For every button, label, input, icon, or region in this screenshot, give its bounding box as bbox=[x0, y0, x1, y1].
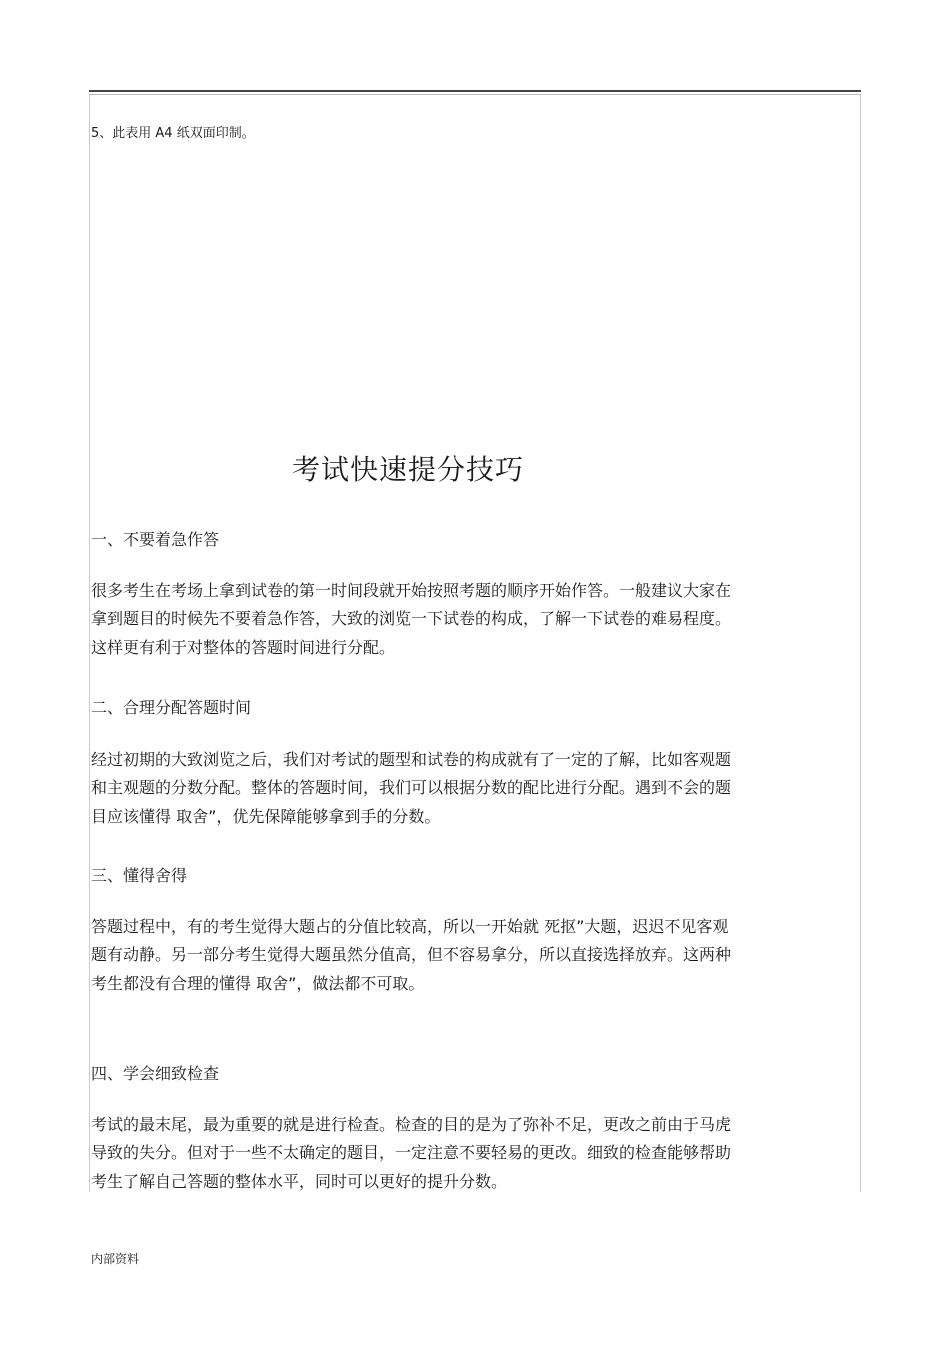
section-3-line-1: 答题过程中，有的考生觉得大题占的分值比较高，所以一开始就 死抠”大题，迟迟不见客观 bbox=[91, 917, 729, 936]
section-heading-1: 一、不要着急作答 bbox=[91, 530, 220, 549]
print-note: 5、此表用 A4 纸双面印制。 bbox=[91, 126, 255, 141]
section-2-line-2: 和主观题的分数分配。整体的答题时间，我们可以根据分数的配比进行分配。遇到不会的题 bbox=[91, 778, 732, 797]
section-heading-4: 四、学会细致检查 bbox=[91, 1064, 220, 1083]
section-heading-2: 二、合理分配答题时间 bbox=[91, 698, 252, 717]
section-3-line-2: 题有动静。另一部分考生觉得大题虽然分值高，但不容易拿分，所以直接选择放弃。这两种 bbox=[91, 945, 732, 964]
section-2-line-1: 经过初期的大致浏览之后，我们对考试的题型和试卷的构成就有了一定的了解，比如客观题 bbox=[91, 750, 732, 769]
header-rule-thin bbox=[89, 94, 861, 95]
section-4-line-1: 考试的最末尾，最为重要的就是进行检查。检查的目的是为了弥补不足，更改之前由于马虎 bbox=[91, 1115, 732, 1134]
header-rule bbox=[89, 90, 861, 92]
section-1-line-2: 拿到题目的时候先不要着急作答，大致的浏览一下试卷的构成，了解一下试卷的难易程度。 bbox=[91, 609, 732, 628]
page-title: 考试快速提分技巧 bbox=[292, 453, 525, 486]
section-4-line-3: 考生了解自己答题的整体水平，同时可以更好的提升分数。 bbox=[91, 1172, 508, 1191]
section-3-line-3: 考生都没有合理的懂得 取舍”，做法都不可取。 bbox=[91, 974, 425, 993]
section-1-line-3: 这样更有利于对整体的答题时间进行分配。 bbox=[91, 638, 396, 657]
frame-right-border bbox=[860, 95, 861, 1192]
section-1-line-1: 很多考生在考场上拿到试卷的第一时间段就开始按照考题的顺序开始作答。一般建议大家在 bbox=[91, 581, 732, 600]
frame-left-border bbox=[89, 95, 90, 1192]
section-2-line-3: 目应该懂得 取舍”，优先保障能够拿到手的分数。 bbox=[91, 807, 441, 826]
section-heading-3: 三、懂得舍得 bbox=[91, 866, 188, 885]
page-footer: 内部资料 bbox=[91, 1252, 140, 1266]
section-4-line-2: 导致的失分。但对于一些不太确定的题目，一定注意不要轻易的更改。细致的检查能够帮助 bbox=[91, 1143, 732, 1162]
